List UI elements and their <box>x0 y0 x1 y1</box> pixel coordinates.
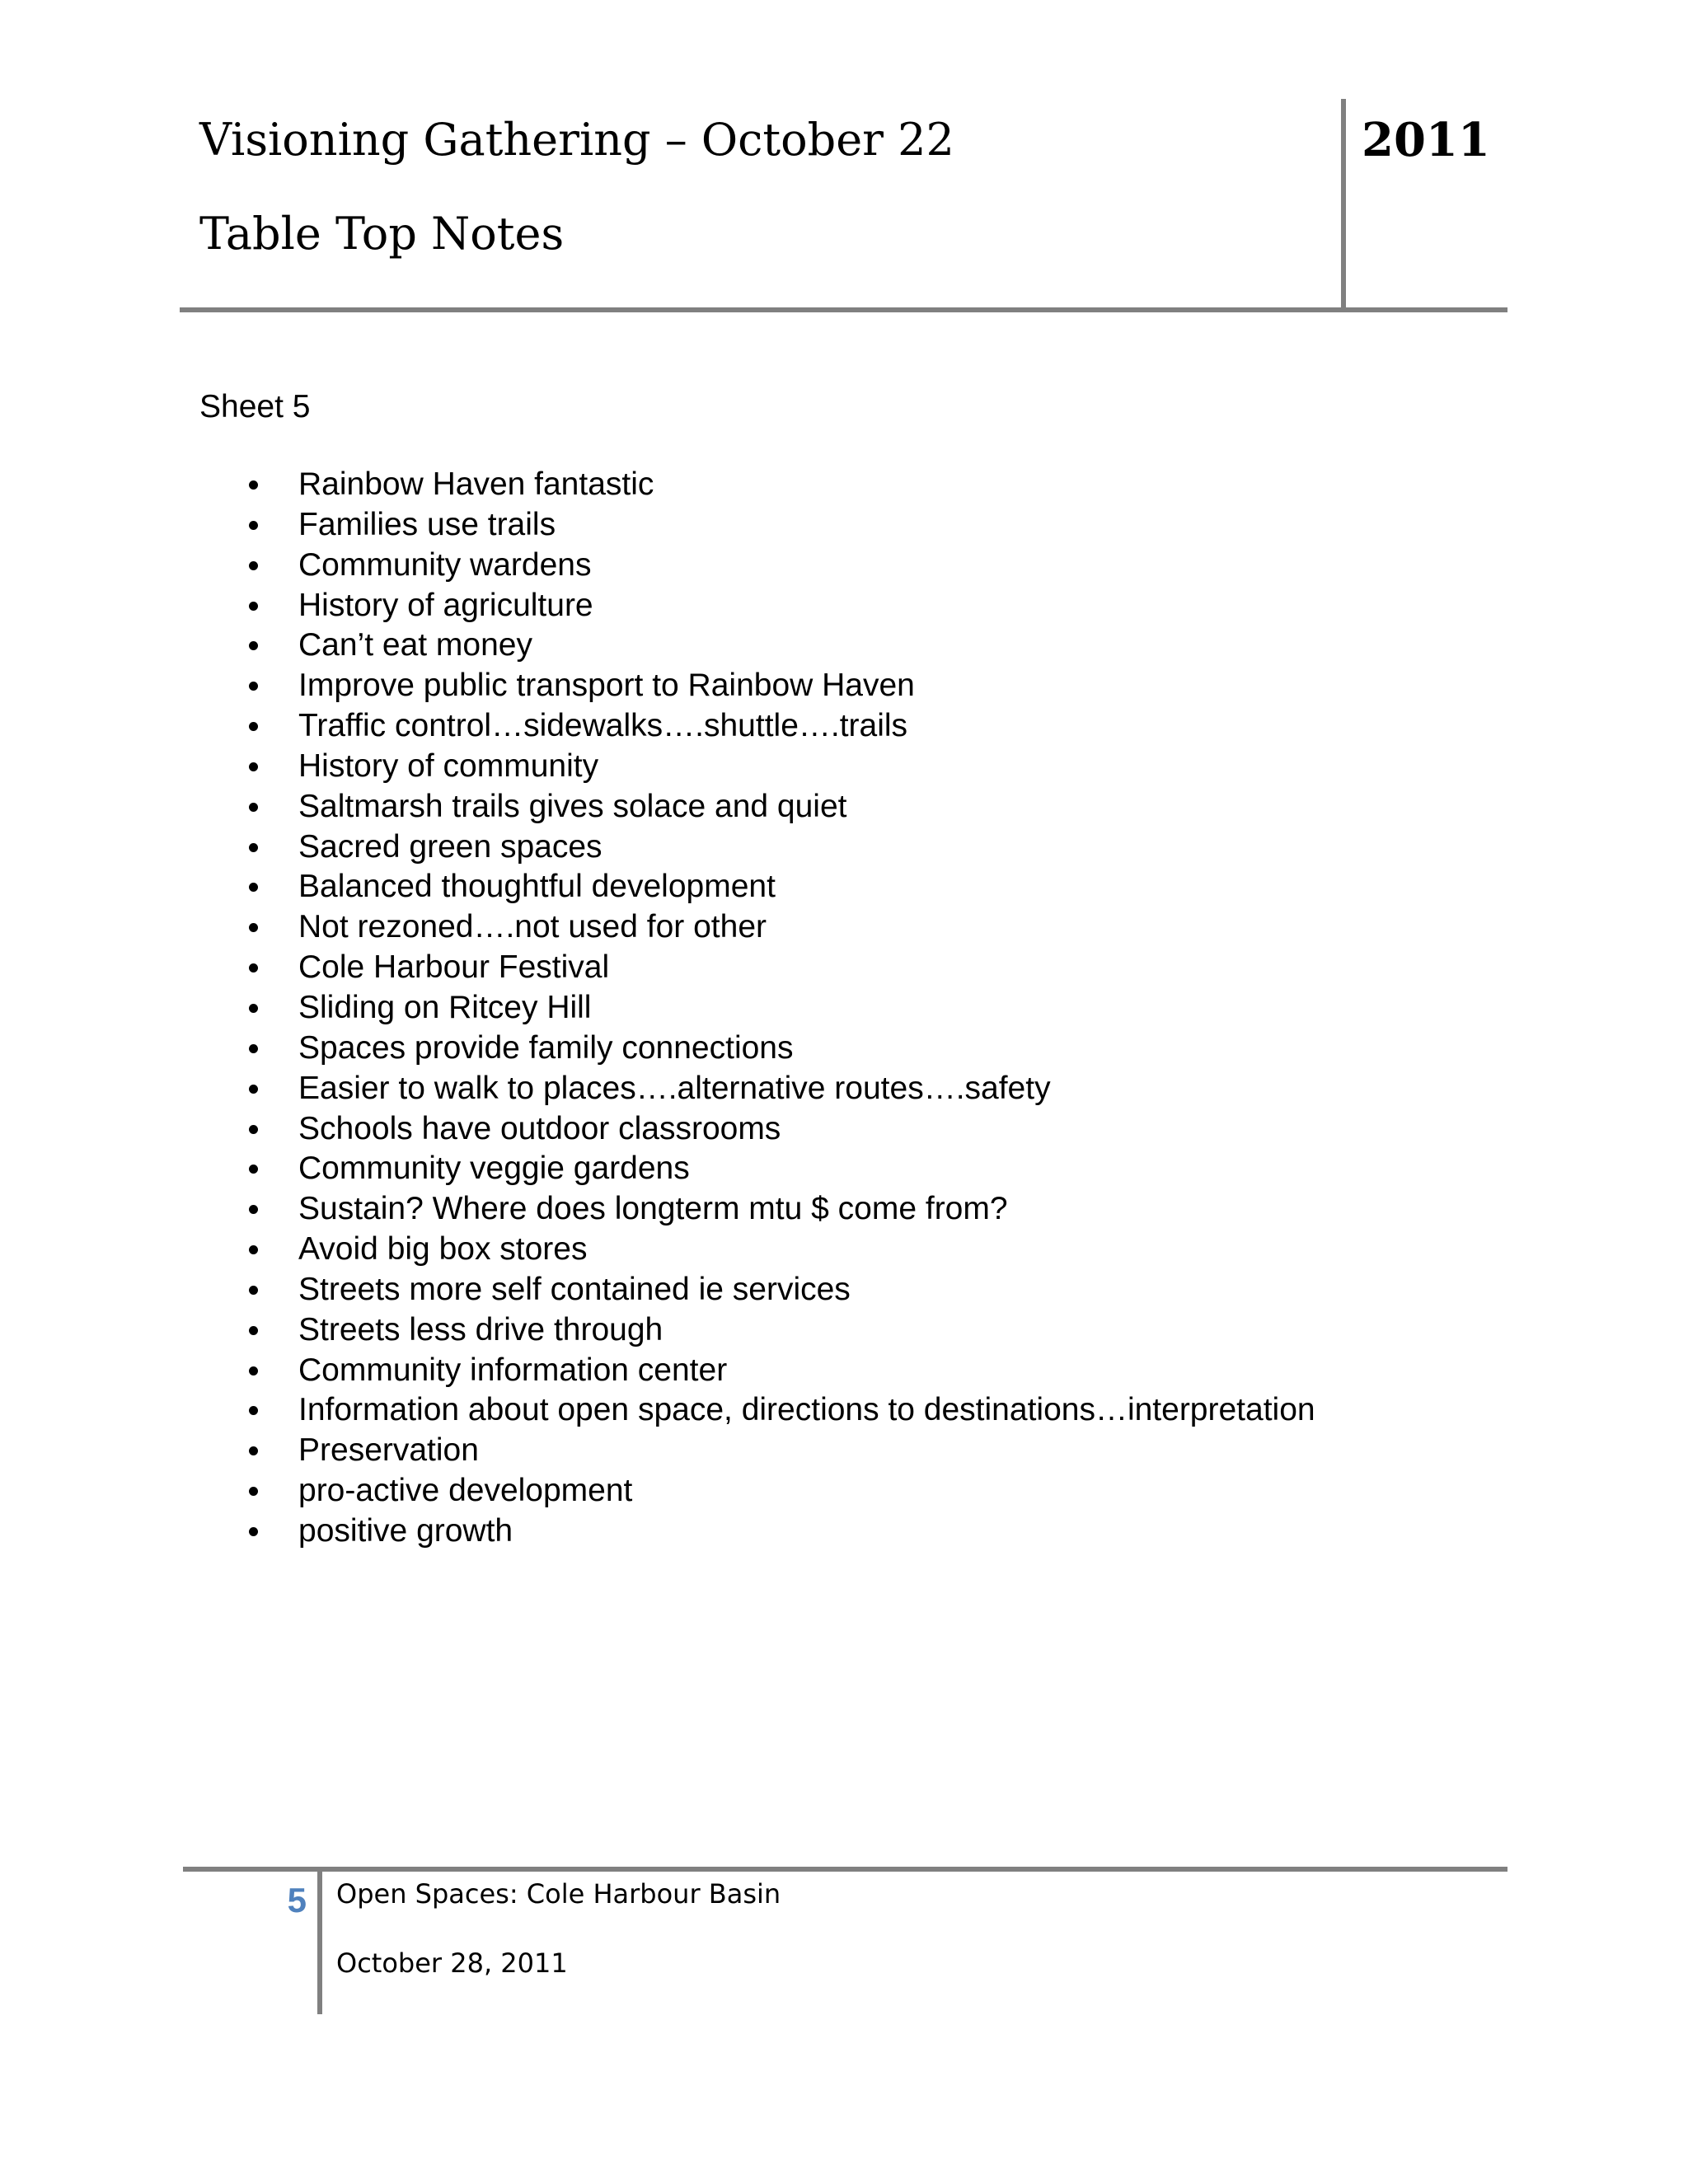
header-title: Visioning Gathering – October 22 <box>199 114 954 166</box>
list-item <box>241 1069 1477 1109</box>
bullet-icon <box>249 1165 258 1174</box>
bullet-icon <box>249 1286 258 1295</box>
header-vertical-divider <box>1341 99 1346 310</box>
bullet-icon <box>249 641 258 650</box>
list-item <box>241 1230 1477 1270</box>
list-item-text: Information about open space, directions to destinations…interpretation <box>298 1392 1315 1428</box>
bullet-icon <box>249 762 258 771</box>
list-item <box>241 1351 1477 1391</box>
bullet-icon <box>249 1446 258 1455</box>
header-subtitle: Table Top Notes <box>199 208 565 260</box>
list-item-text: Sustain? Where does longterm mtu $ come from? <box>298 1191 1008 1227</box>
list-item-text: Balanced thoughtful development <box>298 869 776 905</box>
list-item <box>241 586 1477 626</box>
footer-horizontal-rule <box>183 1867 1507 1872</box>
list-item <box>241 827 1477 868</box>
list-item <box>241 787 1477 827</box>
list-item-text: Easier to walk to places….alternative routes….safety <box>298 1070 1051 1106</box>
list-item <box>241 626 1477 666</box>
list-item <box>241 747 1477 787</box>
list-item <box>241 505 1477 546</box>
bullet-icon <box>249 883 258 892</box>
list-item <box>241 1149 1477 1189</box>
bullet-icon <box>249 963 258 972</box>
list-item-text: positive growth <box>298 1512 513 1549</box>
bullet-icon <box>249 1125 258 1134</box>
list-item-text: Rainbow Haven fantastic <box>298 466 654 502</box>
header-year: 2011 <box>1362 113 1490 167</box>
list-item-text: pro-active development <box>298 1473 633 1509</box>
list-item-text: Avoid big box stores <box>298 1231 588 1268</box>
bullet-icon <box>249 561 258 570</box>
bullet-icon <box>249 1326 258 1335</box>
list-item <box>241 706 1477 747</box>
list-item-text: History of community <box>298 748 599 784</box>
list-item <box>241 1390 1477 1431</box>
list-item <box>241 1471 1477 1511</box>
page-number: 5 <box>287 1881 307 1919</box>
list-item-text: Cole Harbour Festival <box>298 949 610 986</box>
list-item-text: Can’t eat money <box>298 627 532 663</box>
sheet-label: Sheet 5 <box>199 389 311 424</box>
bullet-icon <box>249 1406 258 1415</box>
bullet-icon <box>249 1527 258 1536</box>
list-item-text: Improve public transport to Rainbow Haven <box>298 668 915 704</box>
list-item <box>241 1189 1477 1230</box>
footer-date: October 28, 2011 <box>336 1947 568 1979</box>
list-item <box>241 988 1477 1029</box>
bullet-icon <box>249 1044 258 1053</box>
bullet-icon <box>249 1366 258 1376</box>
bullet-icon <box>249 602 258 611</box>
list-item <box>241 666 1477 706</box>
bullet-icon <box>249 480 258 490</box>
list-item-text: Sliding on Ritcey Hill <box>298 989 592 1025</box>
list-item-text: Not rezoned….not used for other <box>298 909 767 945</box>
list-item-text: History of agriculture <box>298 587 593 623</box>
list-item <box>241 1511 1477 1552</box>
list-item-text: Traffic control…sidewalks….shuttle….trails <box>298 708 908 744</box>
list-item <box>241 1029 1477 1069</box>
list-item <box>241 1431 1477 1471</box>
list-item-text: Community veggie gardens <box>298 1151 690 1187</box>
list-item-text: Sacred green spaces <box>298 828 603 865</box>
bullet-icon <box>249 1004 258 1013</box>
list-item <box>241 546 1477 586</box>
list-item-text: Saltmarsh trails gives solace and quiet <box>298 788 847 824</box>
bullet-icon <box>249 803 258 812</box>
bullet-icon <box>249 1085 258 1094</box>
list-item-text: Streets less drive through <box>298 1311 663 1347</box>
bullet-icon <box>249 923 258 932</box>
footer-document-title: Open Spaces: Cole Harbour Basin <box>336 1878 781 1910</box>
bullet-icon <box>249 682 258 691</box>
list-item-text: Schools have outdoor classrooms <box>298 1110 781 1146</box>
bullet-icon <box>249 722 258 731</box>
bullet-icon <box>249 521 258 530</box>
bullet-icon <box>249 1487 258 1496</box>
list-item-text: Streets more self contained ie services <box>298 1271 851 1307</box>
list-item <box>241 948 1477 988</box>
footer-vertical-divider <box>317 1869 322 2014</box>
list-item-text: Community information center <box>298 1352 728 1388</box>
list-item-text: Spaces provide family connections <box>298 1029 794 1066</box>
bullet-icon <box>249 1245 258 1254</box>
list-item-text: Preservation <box>298 1432 479 1469</box>
list-item-text: Community wardens <box>298 546 592 583</box>
list-item <box>241 1109 1477 1150</box>
list-item <box>241 1270 1477 1310</box>
list-item <box>241 867 1477 907</box>
bullet-icon <box>249 1205 258 1214</box>
notes-list <box>241 465 1477 1552</box>
list-item <box>241 465 1477 505</box>
list-item <box>241 907 1477 948</box>
header-horizontal-rule <box>180 307 1507 312</box>
bullet-icon <box>249 843 258 852</box>
list-item-text: Families use trails <box>298 506 556 542</box>
list-item <box>241 1310 1477 1351</box>
